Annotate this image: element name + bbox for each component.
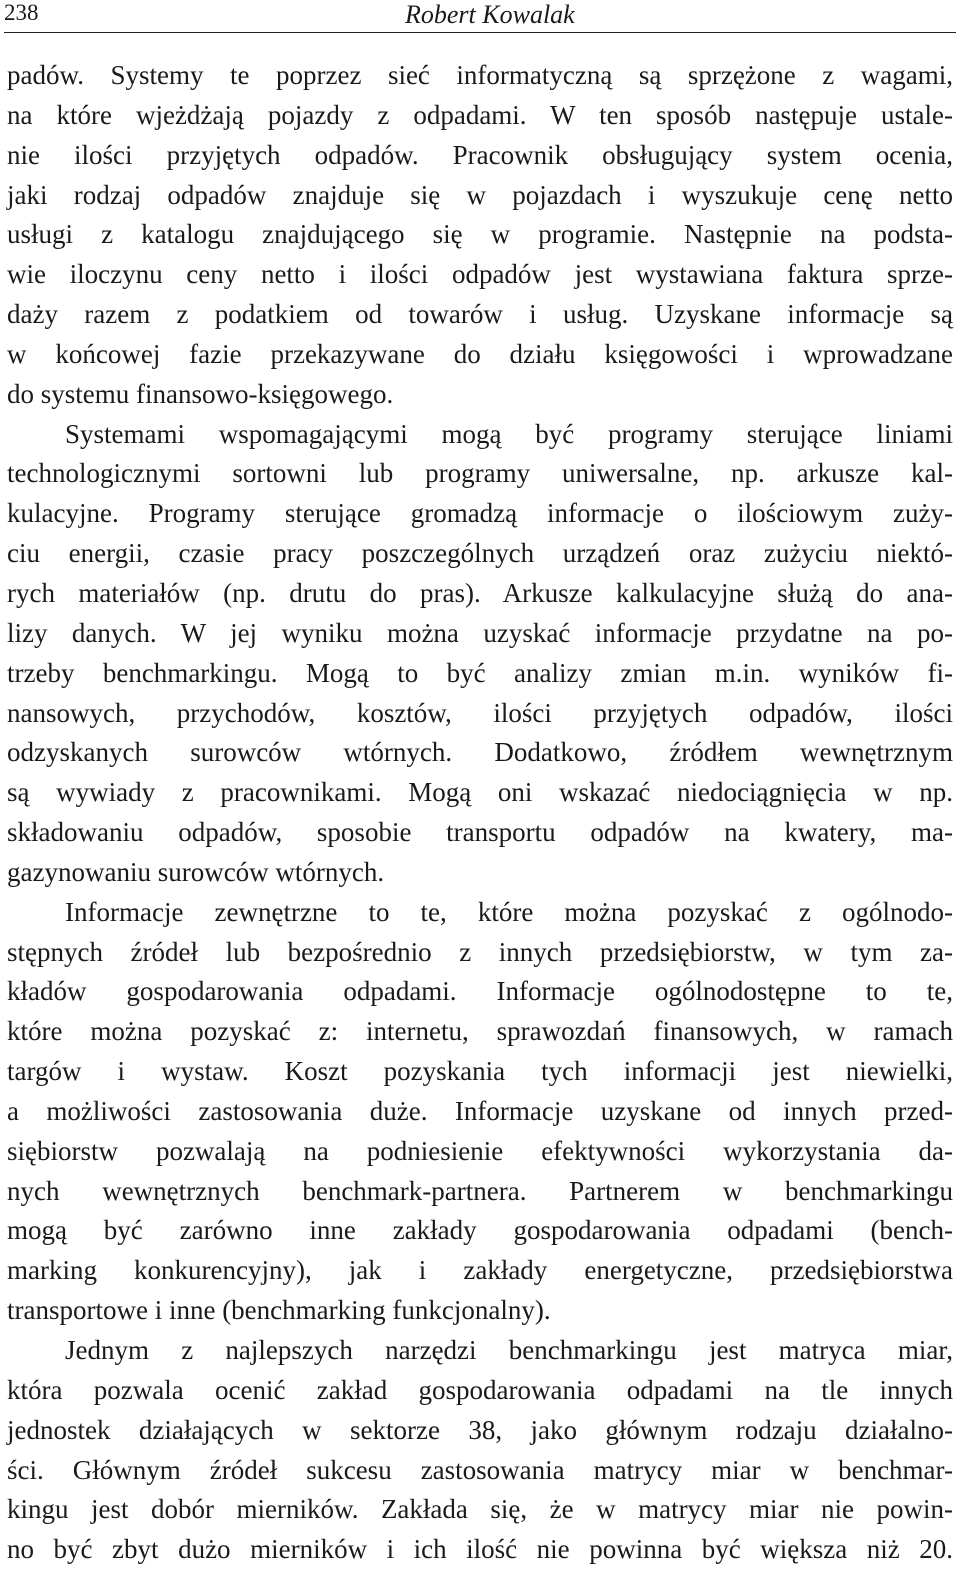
text-line: ści. Głównym źródeł sukcesu zastosowania matrycy miar w benchmar- <box>7 1454 953 1485</box>
paragraph <box>7 893 953 1331</box>
text-line: które można pozyskać z: internetu, sprawozdań finansowych, w ramach <box>7 1016 953 1047</box>
text-line: ciu energii, czasie pracy poszczególnych urządzeń oraz zużyciu niektó- <box>7 538 953 569</box>
text-line: siębiorstw pozwalają na podniesienie efektywności wykorzystania da- <box>7 1135 953 1166</box>
text-line: lizy danych. W jej wyniku można uzyskać informacje przydatne na po- <box>7 617 953 648</box>
text-line: kingu jest dobór mierników. Zakłada się, że w matrycy miar nie powin- <box>7 1494 953 1525</box>
text-line: odzyskanych surowców wtórnych. Dodatkowo, źródłem wewnętrznym <box>7 737 953 768</box>
text-line: stępnych źródeł lub bezpośrednio z innych przedsiębiorstw, w tym za- <box>7 936 953 967</box>
text-line: która pozwala ocenić zakład gospodarowania odpadami na tle innych <box>7 1374 953 1405</box>
text-line: nansowych, przychodów, kosztów, ilości przyjętych odpadów, ilości <box>7 697 953 728</box>
text-line: no być zbyt dużo mierników i ich ilość nie powinna być większa niż 20. <box>7 1534 953 1565</box>
text-line: targów i wystaw. Koszt pozyskania tych informacji jest niewielki, <box>7 1056 953 1087</box>
text-line: rych materiałów (np. drutu do pras). Arkusze kalkulacyjne służą do ana- <box>7 577 953 608</box>
text-line: są wywiady z pracownikami. Mogą oni wskazać niedociągnięcia w np. <box>7 777 953 808</box>
text-line: trzeby benchmarkingu. Mogą to być analizy zmian m.in. wyników fi- <box>7 657 953 688</box>
text-line: nie ilości przyjętych odpadów. Pracownik obsługujący system ocenia, <box>7 139 953 170</box>
text-line: transportowe i inne (benchmarking funkcjonalny). <box>7 1295 551 1326</box>
text-line: marking konkurencyjny), jak i zakłady energetyczne, przedsiębiorstwa <box>7 1255 953 1286</box>
text-line: technologicznymi sortowni lub programy uniwersalne, np. arkusze kal- <box>7 458 953 489</box>
text-line: gazynowaniu surowców wtórnych. <box>7 856 385 887</box>
paragraph <box>7 415 953 893</box>
text-line: na które wjeżdżają pojazdy z odpadami. W ten sposób następuje ustale- <box>7 99 953 130</box>
text-line: Informacje zewnętrzne to te, które można pozyskać z ogólnodo- <box>65 896 953 927</box>
text-line: jednostek działających w sektorze 38, jako głównym rodzaju działalno- <box>7 1414 953 1445</box>
text-line: usługi z katalogu znajdującego się w programie. Następnie na podsta- <box>7 219 953 250</box>
page-header <box>0 0 960 34</box>
text-line: padów. Systemy te poprzez sieć informatyczną są sprzężone z wagami, <box>7 60 953 90</box>
body-text <box>7 56 953 1570</box>
text-line: Jednym z najlepszych narzędzi benchmarkingu jest matryca miar, <box>65 1335 953 1365</box>
text-line: składowaniu odpadów, sposobie transportu odpadów na kwatery, ma- <box>7 817 953 848</box>
text-line: kulacyjne. Programy sterujące gromadzą informacje o ilościowym zuży- <box>7 498 953 529</box>
text-line: wie iloczynu ceny netto i ilości odpadów jest wystawiana faktura sprze- <box>7 259 953 290</box>
text-line: daży razem z podatkiem od towarów i usług. Uzyskane informacje są <box>7 299 953 330</box>
text-line: nych wewnętrznych benchmark-partnera. Partnerem w benchmarkingu <box>7 1175 953 1206</box>
text-line: jaki rodzaj odpadów znajduje się w pojazdach i wyszukuje cenę netto <box>7 179 953 210</box>
text-line: mogą być zarówno inne zakłady gospodarowania odpadami (bench- <box>7 1215 953 1246</box>
header-rule <box>4 32 956 33</box>
paragraph <box>7 56 953 415</box>
text-line: w końcowej fazie przekazywane do działu księgowości i wprowadzane <box>7 338 953 369</box>
page-number: 238 <box>4 0 39 25</box>
text-line: Systemami wspomagającymi mogą być programy sterujące liniami <box>65 418 953 449</box>
paragraph <box>7 1331 953 1570</box>
running-head-author: Robert Kowalak <box>405 0 575 29</box>
text-line: a możliwości zastosowania duże. Informacje uzyskane od innych przed- <box>7 1095 953 1126</box>
text-line: do systemu finansowo-księgowego. <box>7 378 394 409</box>
text-line: kładów gospodarowania odpadami. Informacje ogólnodostępne to te, <box>7 976 953 1007</box>
